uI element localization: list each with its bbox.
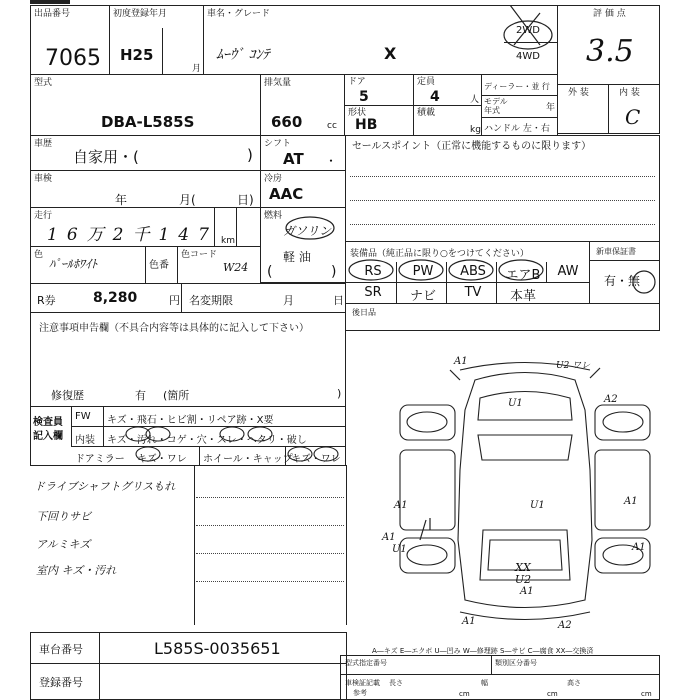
inspection-month-unit: 月( [179, 193, 196, 207]
ac-cell [260, 170, 346, 208]
door-label: ドア [348, 77, 366, 87]
later-items-label: 後日品 [352, 308, 376, 317]
mirror-label: ドアミラー [75, 454, 125, 465]
usage-cell [30, 135, 261, 171]
warranty-label: 新車保証書 [596, 247, 636, 256]
damage-mark: A1 [632, 542, 646, 553]
color-code-label: 色コード [181, 250, 218, 260]
lot-number: 7065 [45, 46, 101, 71]
color-code-value: W24 [223, 261, 249, 274]
load-label: 積載 [417, 108, 436, 118]
wheel-label: ホイール・キャップ [203, 454, 293, 465]
car-name-label: 車名・グレード [207, 9, 271, 19]
damage-mark: U2 ワレ [556, 361, 591, 371]
equipment-item: ナビ [409, 289, 436, 304]
interior-inspect-label: 内装 [75, 435, 95, 446]
capacity-value: 4 [430, 89, 440, 105]
sales-point-label: セールスポイント（正常に機能するものに限ります） [352, 141, 592, 152]
size-label: 車検証記載 [345, 679, 380, 687]
color-cell [30, 246, 261, 284]
equipment-item: AW [557, 264, 579, 279]
registration-month-unit: 月 [192, 64, 202, 74]
inspection-year-unit: 年 [115, 193, 128, 207]
score-label: 評 価 点 [593, 9, 626, 19]
damage-mark: A2 [558, 620, 572, 631]
drive-2wd: 2WD [516, 25, 540, 36]
top-strip [30, 0, 70, 4]
equipment-item: PW [412, 264, 434, 279]
class-number-label: 類別区分番号 [495, 659, 537, 667]
ac-value: AAC [269, 185, 304, 203]
lot-label: 出品番号 [34, 9, 71, 19]
length-cm: cm [459, 690, 470, 698]
equipment-item: TV [464, 285, 482, 300]
km-unit: km [221, 236, 235, 246]
name-change-day: 日 [333, 294, 344, 307]
handwritten-note: 室内 キズ・汚れ [36, 564, 117, 577]
fuel-value: ガソリン [283, 224, 332, 238]
equipment-item: 本革 [509, 289, 536, 304]
damage-legend: A―キズ E―エクボ U―凹み W―修理跡 S―サビ C―腐食 XX―交換済 [372, 647, 594, 655]
fuel-label: 燃料 [264, 211, 283, 221]
damage-mark: A1 [382, 532, 396, 543]
ref-label: 参考 [353, 689, 367, 697]
mirror-options: キズ・ワレ [137, 454, 187, 465]
name-change-label: 名変期限 [189, 294, 233, 307]
width-cm: cm [547, 690, 558, 698]
chassis-label: 車台番号 [39, 643, 83, 656]
ac-label: 冷房 [264, 174, 283, 184]
interior-label: 内 装 [619, 88, 640, 98]
later-items-cell [345, 303, 660, 331]
chassis-number: L585S-0035651 [154, 639, 281, 658]
registration-cell [109, 5, 204, 75]
cc-unit: cc [327, 121, 337, 131]
mileage-label: 走行 [34, 211, 53, 221]
exterior-grade-cell [557, 84, 609, 134]
usage-value: 自家用・( [73, 148, 139, 166]
model-year-unit: 年 [546, 103, 556, 113]
displacement-value: 660 [271, 113, 303, 131]
damage-mark: XX U2 [514, 561, 532, 586]
spec-box [340, 655, 660, 700]
dealer-cell [481, 74, 558, 136]
damage-mark: A1 [454, 356, 468, 367]
fw-options: キズ・飛石・ヒビ割・リペア跡・X要 [107, 415, 274, 426]
length-label: 長さ [389, 679, 403, 687]
equipment-circle-marks [345, 256, 545, 286]
lot-number-cell [30, 5, 110, 75]
shape-label: 形状 [348, 108, 367, 118]
model-label: 型式 [34, 78, 53, 88]
shift-label: シフト [264, 139, 292, 149]
repair-label: 修復歴 [51, 389, 84, 402]
capacity-unit: 人 [470, 95, 480, 105]
inspector-label-2: 記入欄 [33, 431, 63, 442]
handwritten-note: アルミキズ [36, 538, 91, 551]
car-name: ﾑｰｳﾞ ｺﾝﾃ [216, 47, 270, 63]
displacement-cell [260, 74, 345, 136]
interior-options: キズ・汚れ・コゲ・穴・スレ・ヘタリ・破し [107, 435, 307, 446]
inspector-label-1: 検査員 [33, 417, 63, 428]
fw-label: FW [75, 411, 91, 422]
equipment-item: ABS [460, 264, 486, 279]
recycle-value: 8,280 [93, 290, 138, 306]
door-value: 5 [359, 89, 369, 105]
usage-close: ) [247, 146, 253, 164]
interior-grade-cell [608, 84, 660, 134]
capacity-label: 定員 [417, 77, 436, 87]
damage-mark: U1 [392, 544, 407, 555]
capacity-cell [413, 74, 482, 136]
displacement-label: 排気量 [264, 78, 292, 88]
damage-mark: U1 [508, 398, 523, 409]
handwritten-note: 下回りサビ [36, 510, 91, 523]
diesel-label: 軽 油 [283, 250, 311, 264]
equipment-item: RS [364, 264, 382, 279]
shape-value: HB [355, 117, 378, 133]
shift-cell: シフト AT ・ [260, 135, 346, 171]
damage-mark: U1 [530, 500, 545, 511]
height-cm: cm [641, 690, 652, 698]
inspection-day-unit: 日) [237, 193, 254, 207]
equipment-item: エアB [505, 268, 541, 283]
registration-number-label-cell [30, 663, 100, 700]
fuel-circle-mark [280, 212, 338, 242]
damage-mark: A2 [604, 394, 618, 405]
handle-label: ハンドル 左・右 [484, 124, 550, 134]
registration-era: H25 [120, 46, 154, 64]
color-value: ﾊﾟｰﾙﾎﾜｲﾄ [49, 257, 98, 271]
width-label: 幅 [481, 679, 488, 687]
sales-point-cell [345, 135, 660, 242]
caution-label: 注意事項申告欄（不具合内容等は具体的に記入して下さい） [39, 323, 309, 334]
damage-mark: A1 [520, 586, 534, 597]
recycle-label: R券 [37, 294, 56, 307]
usage-label: 車歴 [34, 139, 53, 149]
registration-number-label: 登録番号 [39, 676, 83, 689]
spec-number-label: 型式指定番号 [345, 659, 387, 667]
equipment-label: 装備品（純正品に限り○をつけてください） [350, 249, 529, 259]
height-label: 高さ [567, 679, 581, 687]
mileage-value: 16万2千147 [47, 225, 218, 245]
repair-value: 有 [135, 389, 146, 402]
inspector-circle-marks [100, 406, 350, 466]
drive-4wd: 4WD [516, 51, 540, 62]
yen-unit: 円 [169, 294, 180, 307]
registration-label: 初度登録年月 [113, 9, 168, 19]
model-year-label: モデル年式 [484, 97, 508, 115]
drive-circle-mark [500, 5, 560, 55]
shift-value: AT [283, 150, 304, 168]
dealer-label: ディーラー・並 行 [484, 82, 550, 91]
mileage-cell [30, 207, 261, 247]
registration-number-cell [99, 663, 347, 700]
color-label: 色 [34, 250, 44, 260]
load-unit: kg [470, 125, 481, 135]
repair-place: (箇所 [163, 389, 190, 402]
handwritten-note: ドライブシャフトグリスもれ [34, 480, 176, 493]
damage-mark: A1 [394, 500, 408, 511]
color-number-label: 色番 [149, 260, 169, 271]
score-cell [557, 5, 660, 85]
damage-mark: A1 [624, 496, 638, 507]
wheel-options: キズ・ワレ [291, 454, 341, 465]
exterior-label: 外 装 [568, 88, 589, 98]
fuel-cell: 燃料 ガソリン 軽 油 ( ) [260, 207, 346, 283]
name-change-month: 月 [283, 294, 294, 307]
model-cell [30, 74, 261, 136]
chassis-value-cell [99, 632, 347, 664]
warranty-value: 有・無 [604, 274, 641, 288]
grade: X [384, 44, 397, 63]
inspection-label: 車検 [34, 174, 53, 184]
model-value: DBA-L585S [101, 113, 195, 131]
damage-mark: A1 [462, 616, 476, 627]
equipment-item: SR [364, 285, 382, 300]
interior-grade: C [625, 105, 641, 129]
caution-cell: 注意事項申告欄（不具合内容等は具体的に記入して下さい） 修復歴 有 (箇所 ) [30, 312, 346, 407]
recycle-row [30, 283, 346, 313]
score-value: 3.5 [586, 34, 634, 69]
warranty-circle-mark [630, 266, 660, 296]
inspection-cell [30, 170, 261, 208]
chassis-label-cell [30, 632, 100, 664]
door-cell [344, 74, 414, 136]
